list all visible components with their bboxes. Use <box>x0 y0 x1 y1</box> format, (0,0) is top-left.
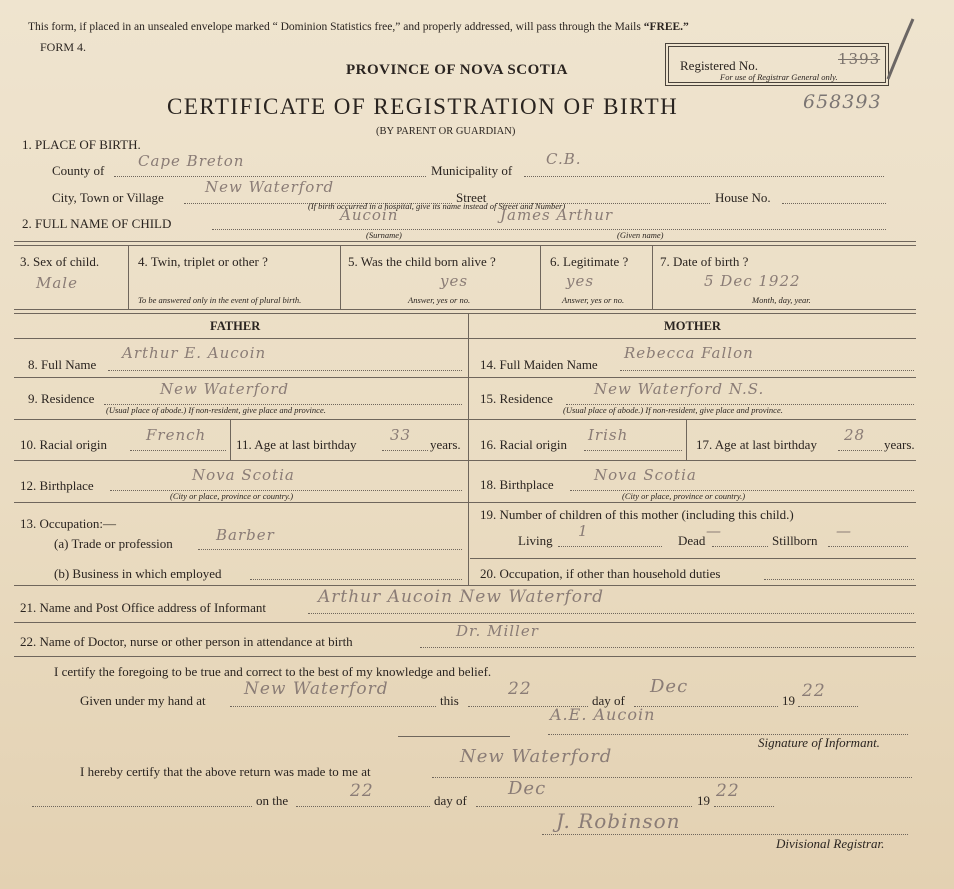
father-birthplace-value: Nova Scotia <box>192 466 295 484</box>
mother-residence-label: 15. Residence <box>480 391 553 406</box>
registrar-signature: J. Robinson <box>556 809 681 833</box>
mother-age-label: 17. Age at last birthday <box>696 437 817 452</box>
informant-value: Arthur Aucoin New Waterford <box>318 587 605 607</box>
day-of-label: day of <box>592 693 625 708</box>
this-label: this <box>440 693 459 708</box>
doctor-value: Dr. Miller <box>456 622 539 640</box>
municipality-label: Municipality of <box>431 163 513 178</box>
stamp-number: 658393 <box>803 91 882 113</box>
mail-notice-free: “FREE.” <box>643 21 689 33</box>
father-name-label: 8. Full Name <box>28 357 97 372</box>
informant-label: 21. Name and Post Office address of Informant <box>20 600 266 615</box>
father-residence-note: (Usual place of abode.) If non-resident, give place and province. <box>106 405 326 415</box>
father-residence-value: New Waterford <box>160 380 290 398</box>
born-alive-note: Answer, yes or no. <box>408 295 471 305</box>
child-surname-value: Aucoin <box>340 206 399 224</box>
given-month-value: Dec <box>650 676 689 697</box>
registrar-day-of-label: day of <box>434 793 467 808</box>
city-label: City, Town or Village <box>52 190 164 205</box>
surname-note: (Surname) <box>366 230 402 240</box>
date-of-birth-value: 5 Dec 1922 <box>704 272 801 290</box>
certify-statement: I certify the foregoing to be true and correct to the best of my knowledge and belief. <box>54 664 492 679</box>
mother-racial-origin-value: Irish <box>588 426 629 444</box>
registrar-year-value: 22 <box>716 781 740 801</box>
given-year-prefix: 19 <box>782 693 795 708</box>
born-alive-value: yes <box>440 272 469 290</box>
given-name-note: (Given name) <box>617 230 664 240</box>
mother-racial-origin-label: 16. Racial origin <box>480 437 568 452</box>
date-of-birth-note: Month, day, year. <box>752 295 811 305</box>
date-of-birth-label: 7. Date of birth ? <box>660 254 749 269</box>
registrar-place-value: New Waterford <box>460 746 613 767</box>
registered-label: Registered No. <box>680 58 758 73</box>
registrar-month-value: Dec <box>508 778 547 799</box>
county-label: County of <box>52 163 105 178</box>
legitimate-value: yes <box>566 272 595 290</box>
mother-children-label: 19. Number of children of this mother (including this child.) <box>480 507 794 522</box>
father-birthplace-note: (City or place, province or country.) <box>170 491 294 501</box>
given-place-value: New Waterford <box>244 679 389 699</box>
mother-age-years: years. <box>884 437 915 452</box>
mother-name-label: 14. Full Maiden Name <box>480 357 598 372</box>
given-year-value: 22 <box>802 681 826 701</box>
mother-birthplace-note: (City or place, province or country.) <box>622 491 746 501</box>
living-value: 1 <box>578 522 589 540</box>
father-business-label: (b) Business in which employed <box>54 566 222 581</box>
living-label: Living <box>518 533 553 548</box>
father-birthplace-label: 12. Birthplace <box>20 478 94 493</box>
born-alive-label: 5. Was the child born alive ? <box>348 254 496 269</box>
street-note: (If birth occurred in a hospital, give its name instead of Street and Number) <box>308 201 566 211</box>
registrar-day-value: 22 <box>350 781 374 801</box>
check-mark-stroke <box>880 15 920 85</box>
legitimate-label: 6. Legitimate ? <box>550 254 629 269</box>
county-value: Cape Breton <box>138 152 245 170</box>
child-given-name-value: James Arthur <box>500 206 614 224</box>
father-trade-value: Barber <box>216 526 275 544</box>
house-number-label: House No. <box>715 190 771 205</box>
twin-label: 4. Twin, triplet or other ? <box>138 254 268 269</box>
father-heading: FATHER <box>210 319 261 333</box>
father-name-value: Arthur E. Aucoin <box>122 344 267 362</box>
province-heading: PROVINCE OF NOVA SCOTIA <box>346 62 568 78</box>
given-under-label: Given under my hand at <box>80 693 206 708</box>
street-label: Street <box>456 190 487 205</box>
given-day-value: 22 <box>508 679 532 699</box>
registered-note: For use of Registrar General only. <box>720 72 838 82</box>
father-racial-origin-label: 10. Racial origin <box>20 437 108 452</box>
dead-label: Dead <box>678 533 706 548</box>
legitimate-note: Answer, yes or no. <box>562 295 625 305</box>
mail-notice: This form, if placed in an unsealed envelope marked “ Dominion Statistics free,” and properly addressed, will pass through the Mails “FREE.” <box>28 21 689 33</box>
stillborn-label: Stillborn <box>772 533 818 548</box>
mother-residence-value: New Waterford N.S. <box>594 380 765 398</box>
father-trade-label: (a) Trade or profession <box>54 536 173 551</box>
mother-residence-note: (Usual place of abode.) If non-resident, give place and province. <box>563 405 783 415</box>
registrar-year-prefix: 19 <box>697 793 710 808</box>
page-subtitle: (BY PARENT OR GUARDIAN) <box>376 126 516 137</box>
form-number: FORM 4. <box>40 40 87 54</box>
place-of-birth-heading: 1. PLACE OF BIRTH. <box>22 137 141 152</box>
father-occupation-heading: 13. Occupation:— <box>20 516 117 531</box>
on-the-label: on the <box>256 793 289 808</box>
mother-birthplace-label: 18. Birthplace <box>480 477 554 492</box>
registrar-statement: I hereby certify that the above return was made to me at <box>80 764 371 779</box>
mother-name-value: Rebecca Fallon <box>624 344 754 362</box>
registrar-signature-label: Divisional Registrar. <box>776 836 885 851</box>
child-name-label: 2. FULL NAME OF CHILD <box>22 216 172 231</box>
city-value: New Waterford <box>205 178 335 196</box>
page-title: CERTIFICATE OF REGISTRATION OF BIRTH <box>167 94 679 119</box>
dead-value: — <box>706 522 722 540</box>
mother-heading: MOTHER <box>664 319 721 333</box>
informant-signature: A.E. Aucoin <box>550 705 656 724</box>
registered-value: 1393 <box>838 50 881 68</box>
father-age-years: years. <box>430 437 461 452</box>
father-residence-label: 9. Residence <box>28 391 95 406</box>
father-age-value: 33 <box>390 426 412 444</box>
father-racial-origin-value: French <box>146 426 207 444</box>
mother-age-value: 28 <box>844 426 866 444</box>
informant-signature-label: Signature of Informant. <box>758 735 880 750</box>
municipality-value: C.B. <box>546 150 582 168</box>
mother-occupation-label: 20. Occupation, if other than household duties <box>480 566 721 581</box>
stillborn-value: — <box>836 522 852 540</box>
mother-birthplace-value: Nova Scotia <box>594 466 697 484</box>
sex-value: Male <box>36 274 78 292</box>
sex-label: 3. Sex of child. <box>20 254 100 269</box>
twin-note: To be answered only in the event of plural birth. <box>138 295 302 305</box>
doctor-label: 22. Name of Doctor, nurse or other person in attendance at birth <box>20 634 353 649</box>
father-age-label: 11. Age at last birthday <box>236 437 357 452</box>
